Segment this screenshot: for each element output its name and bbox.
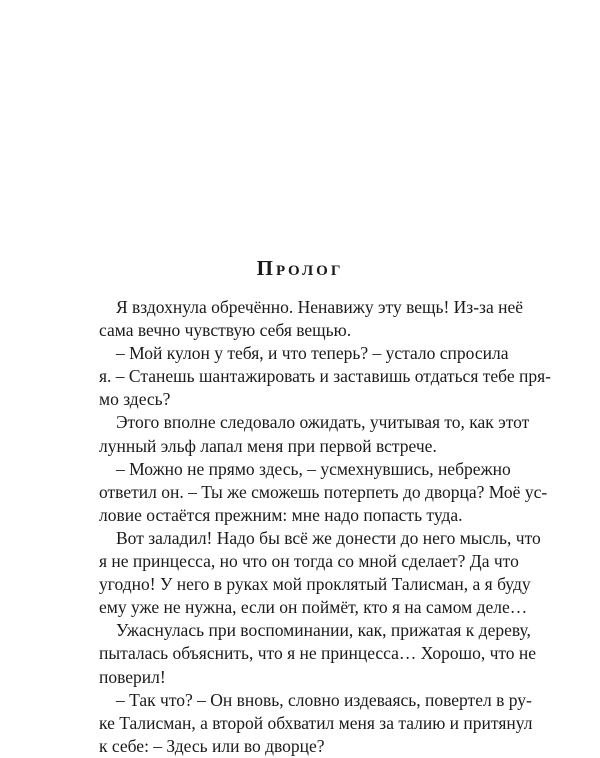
text-line: угодно! У него в руках мой проклятый Талисман, а я буду [99,574,531,595]
text-line: Я вздохнула обречённо. Ненавижу эту вещь! Из-за неё [116,297,523,317]
chapter-title: Пролог [256,256,344,280]
text-line: я. – Станешь шантажировать и заставишь отдаться тебе пря- [99,366,551,387]
text-line: мо здесь? [99,389,171,410]
text-line: – Так что? – Он вновь, словно издеваясь, повертел в ру- [116,689,532,710]
text-line: я не принцесса, но что он тогда со мной сделает? Да что [99,551,519,572]
text-line: ке Талисман, а второй обхватил меня за талию и притянул [99,712,533,733]
text-line: ловие остаётся прежним: мне надо попасть туда. [99,504,463,525]
text-line: ему уже не нужна, если он поймёт, кто я на самом деле… [99,597,528,618]
body-text [99,296,599,758]
text-line: поверил! [99,666,166,687]
text-line: к себе: – Здесь или во дворце? [99,735,325,756]
text-line: Ужаснулась при воспоминании, как, прижатая к дереву, [116,620,531,641]
text-line: ответил он. – Ты же сможешь потерпеть до дворца? Моё ус- [99,481,548,502]
text-line: пыталась объяснить, что я не принцесса… Хорошо, что не [99,643,537,664]
text-line: сама вечно чувствую себя вещью. [99,320,352,341]
text-line: – Можно не прямо здесь, – усмехнувшись, небрежно [116,458,511,479]
text-line: лунный эльф лапал меня при первой встрече. [99,435,437,456]
text-line: Этого вполне следовало ожидать, учитывая то, как этот [116,412,530,433]
text-line: Вот заладил! Надо бы всё же донести до него мысль, что [116,527,541,548]
text-line: – Мой кулон у тебя, и что теперь? – устало спросила [116,343,509,364]
